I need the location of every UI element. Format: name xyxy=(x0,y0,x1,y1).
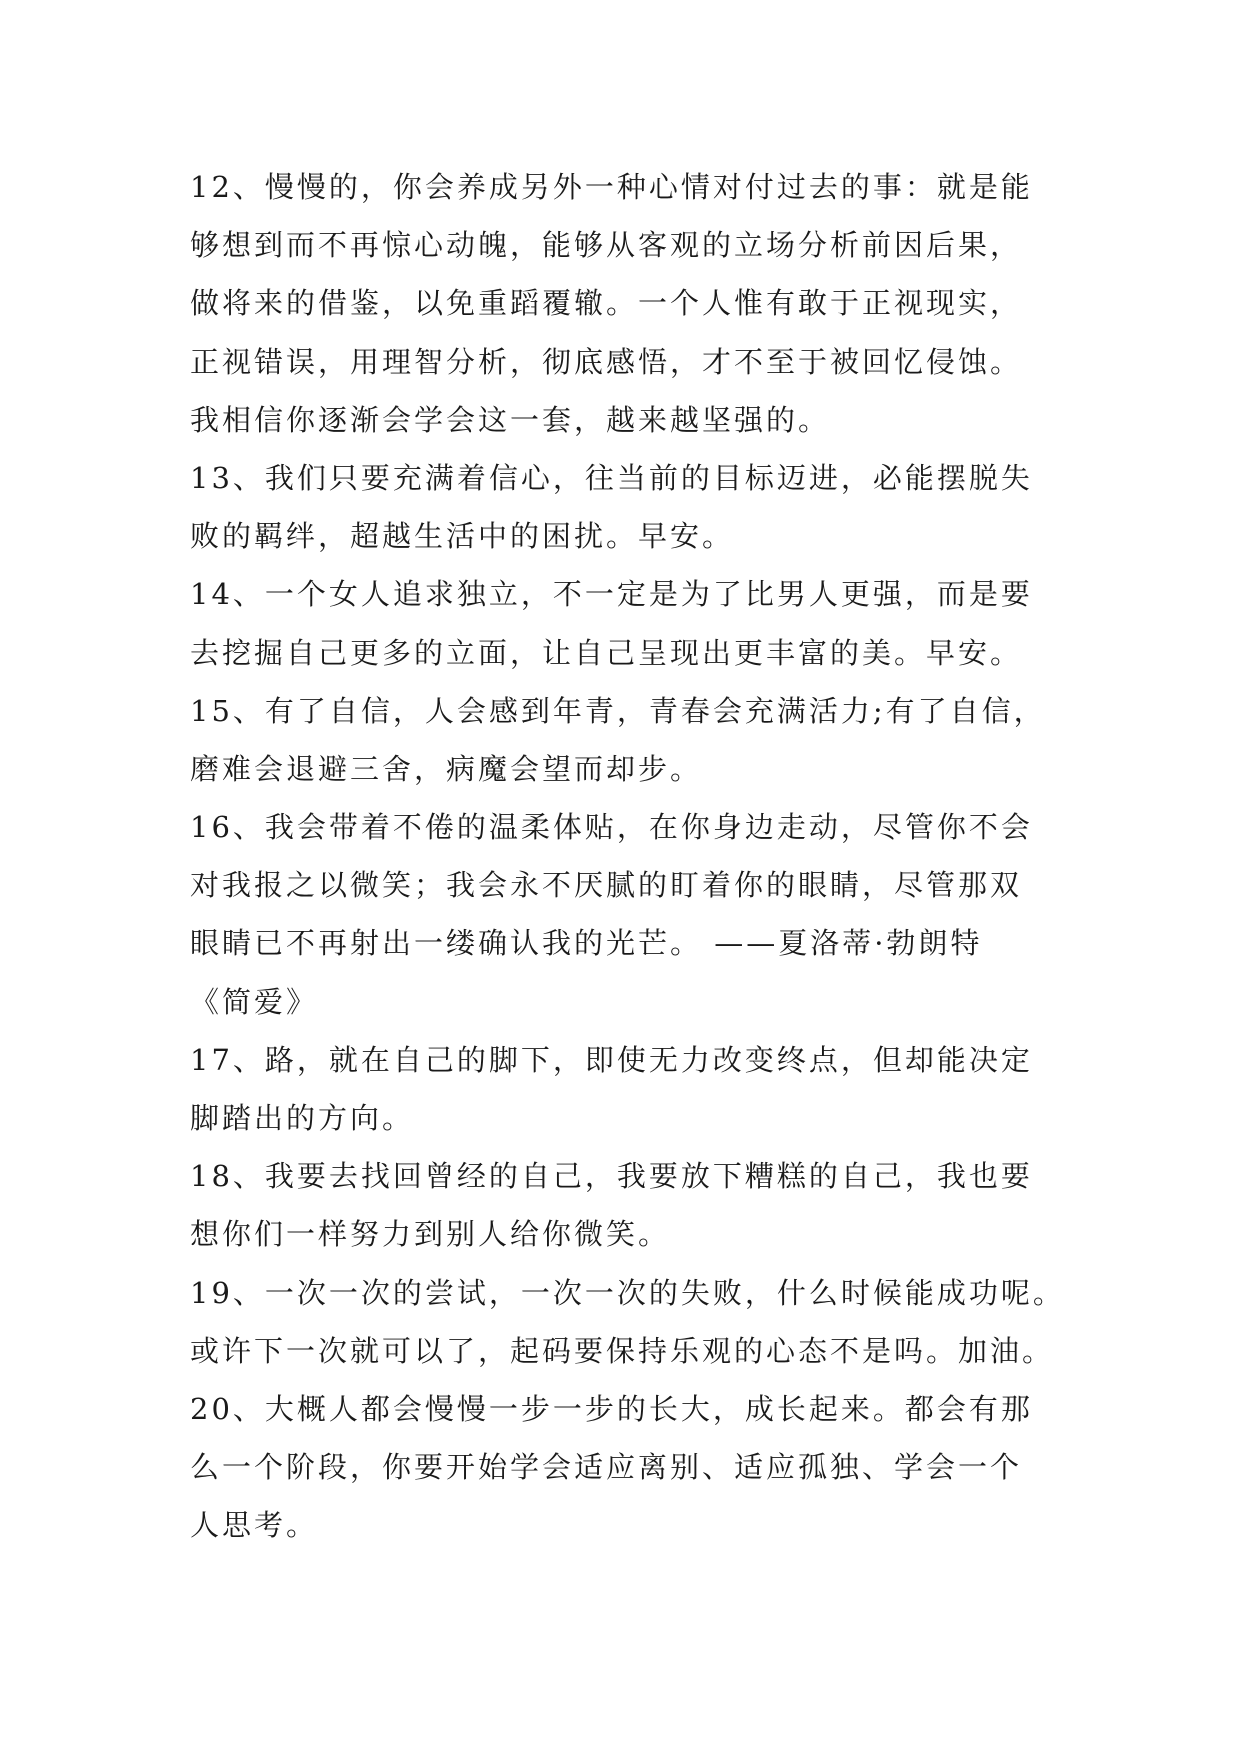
text-line: 16、我会带着不倦的温柔体贴，在你身边走动，尽管你不会 xyxy=(190,810,1033,845)
text-line: 14、一个女人追求独立，不一定是为了比男人更强，而是要 xyxy=(190,577,1033,612)
text-line: 磨难会退避三舍，病魔会望而却步。 xyxy=(190,751,703,786)
text-line: 去挖掘自己更多的立面，让自己呈现出更丰富的美。早安。 xyxy=(190,635,1023,670)
text-line: 15、有了自信，人会感到年青，青春会充满活力;有了自信， xyxy=(190,693,1046,728)
text-line: 眼睛已不再射出一缕确认我的光芒。 ——夏洛蒂·勃朗特 xyxy=(190,926,983,961)
text-line: 18、我要去找回曾经的自己，我要放下糟糕的自己，我也要 xyxy=(190,1159,1033,1194)
text-line: 17、路，就在自己的脚下，即使无力改变终点，但却能决定 xyxy=(190,1042,1033,1077)
text-line: 对我报之以微笑；我会永不厌腻的盯着你的眼睛，尽管那双 xyxy=(190,868,1023,903)
text-line: 么一个阶段，你要开始学会适应离别、适应孤独、学会一个 xyxy=(190,1450,1023,1485)
text-line: 19、一次一次的尝试，一次一次的失败，什么时候能成功呢。 xyxy=(190,1275,1065,1310)
text-line: 想你们一样努力到别人给你微笑。 xyxy=(190,1217,671,1252)
text-line: 脚踏出的方向。 xyxy=(190,1101,415,1135)
text-line: 或许下一次就可以了，起码要保持乐观的心态不是吗。加油。 xyxy=(190,1333,1055,1368)
text-line: 够想到而不再惊心动魄，能够从客观的立场分析前因后果， xyxy=(190,228,1023,263)
text-line: 《简爱》 xyxy=(190,984,319,1019)
text-line: 13、我们只要充满着信心，往当前的目标迈进，必能摆脱失 xyxy=(190,460,1033,495)
text-line: 做将来的借鉴，以免重蹈覆辙。一个人惟有敢于正视现实， xyxy=(190,286,1023,321)
text-line: 人思考。 xyxy=(190,1508,319,1543)
text-line: 20、大概人都会慢慢一步一步的长大，成长起来。都会有那 xyxy=(190,1391,1033,1426)
text-line: 我相信你逐渐会学会这一套，越来越坚强的。 xyxy=(190,402,831,437)
text-line: 正视错误，用理智分析，彻底感悟，才不至于被回忆侵蚀。 xyxy=(190,344,1023,379)
document-body xyxy=(190,158,1070,1555)
text-line: 12、慢慢的，你会养成另外一种心情对付过去的事：就是能 xyxy=(190,170,1033,204)
text-line: 败的羁绊，超越生活中的困扰。早安。 xyxy=(190,519,735,554)
